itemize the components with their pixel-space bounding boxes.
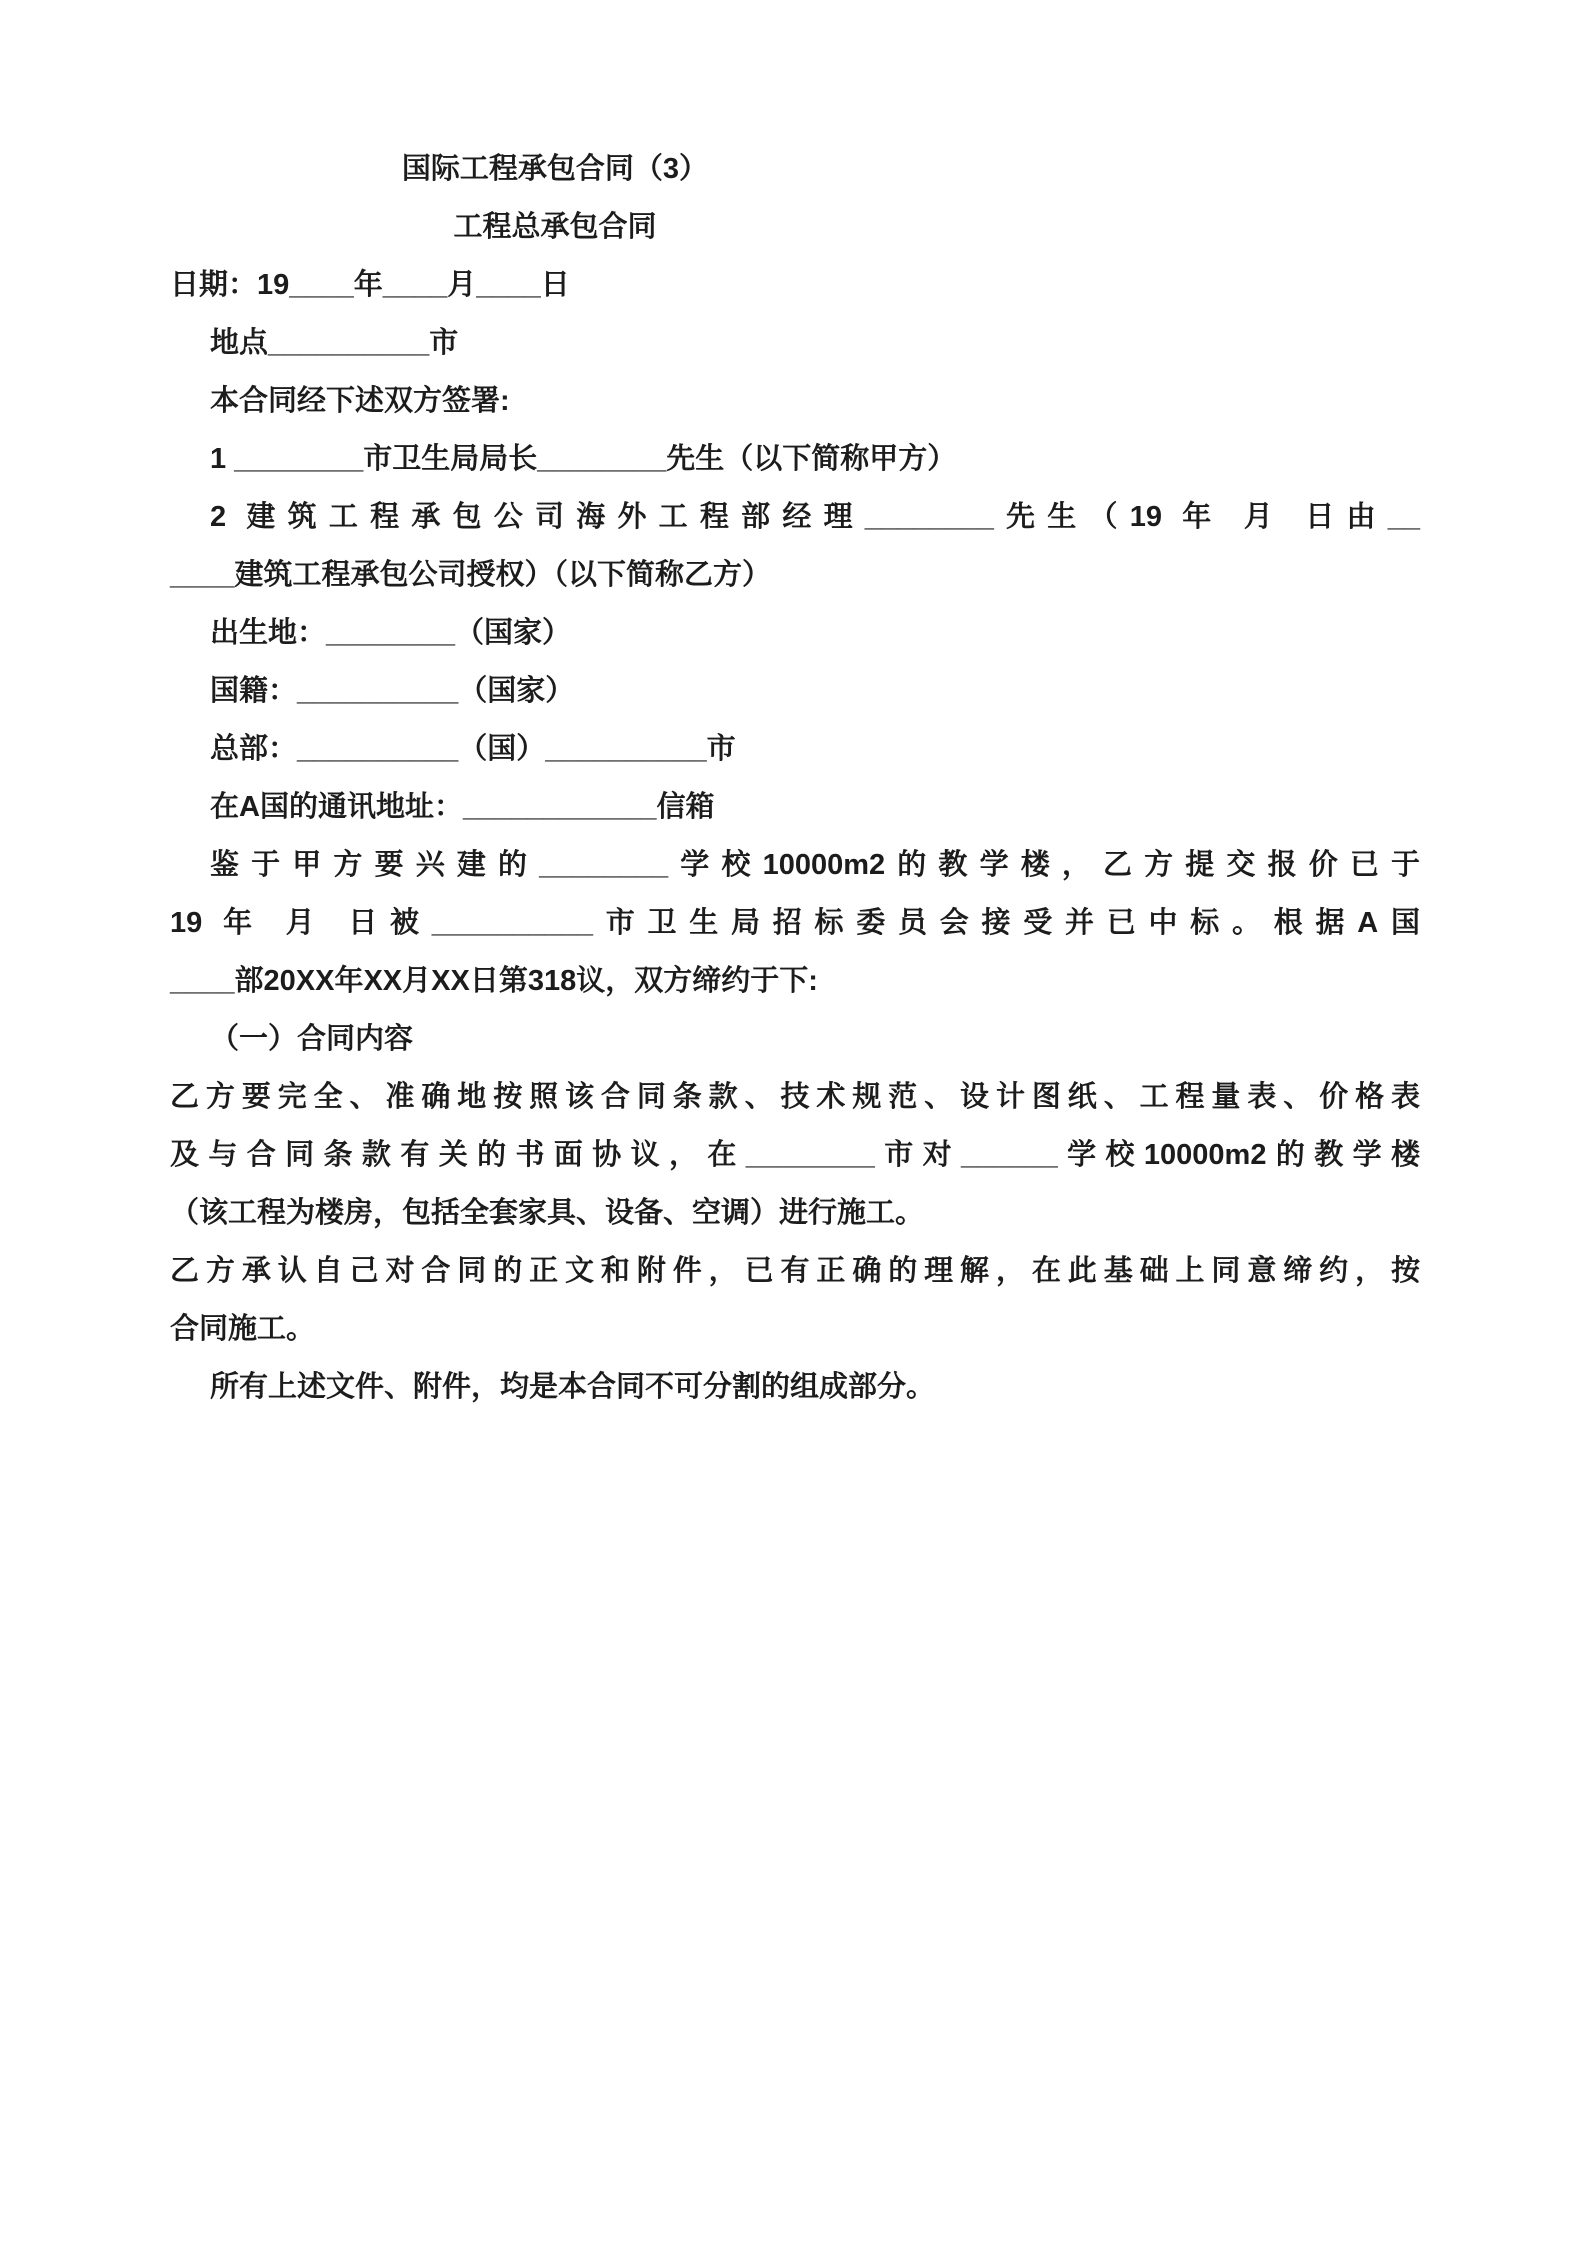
line-whereas-1: 鉴于甲方要兴建的________学校10000m2的教学楼，乙方提交报价已于 — [210, 849, 1420, 881]
line-date: 日期：19____年____月____日 — [170, 269, 570, 301]
line-content-3: （该工程为楼房，包括全套家具、设备、空调）进行施工。 — [170, 1197, 925, 1229]
subtitle-block — [170, 198, 940, 256]
line-content-1: 乙方要完全、准确地按照该合同条款、技术规范、设计图纸、工程量表、价格表 — [170, 1081, 1420, 1113]
line-party-b-1: 2 建筑工程承包公司海外工程部经理________先生（19 年 月 日由__ — [210, 501, 1420, 533]
line-location: 地点__________市 — [210, 327, 459, 359]
document-subtitle: 工程总承包合同 — [453, 211, 657, 243]
line-nationality: 国籍：__________（国家） — [210, 675, 575, 707]
title-block — [170, 140, 940, 198]
line-content-4: 乙方承认自己对合同的正文和附件，已有正确的理解，在此基础上同意缔约，按 — [170, 1255, 1420, 1287]
line-headquarters: 总部：__________（国）__________市 — [210, 733, 736, 765]
line-birthplace: 出生地：________（国家） — [210, 617, 572, 649]
heading-section-1: （一）合同内容 — [210, 1023, 414, 1055]
line-whereas-2: 19 年 月 日被__________市卫生局招标委员会接受并已中标。根据A国 — [170, 907, 1420, 939]
line-content-2: 及与合同条款有关的书面协议，在________市对______学校10000m2的教学楼 — [170, 1139, 1420, 1171]
line-party-b-2: ____建筑工程承包公司授权）（以下简称乙方） — [170, 559, 772, 591]
document-title: 国际工程承包合同（3） — [401, 153, 709, 185]
line-party-a: 1 ________市卫生局局长________先生（以下简称甲方） — [210, 443, 957, 475]
line-attachments-note: 所有上述文件、附件，均是本合同不可分割的组成部分。 — [210, 1371, 936, 1403]
line-content-5: 合同施工。 — [170, 1313, 316, 1345]
line-mailing-address: 在A国的通讯地址：____________信箱 — [210, 791, 715, 823]
line-whereas-3: ____部20XX年XX月XX日第318议，双方缔约于下: — [170, 965, 818, 997]
line-signing-intro: 本合同经下述双方签署: — [210, 385, 510, 417]
